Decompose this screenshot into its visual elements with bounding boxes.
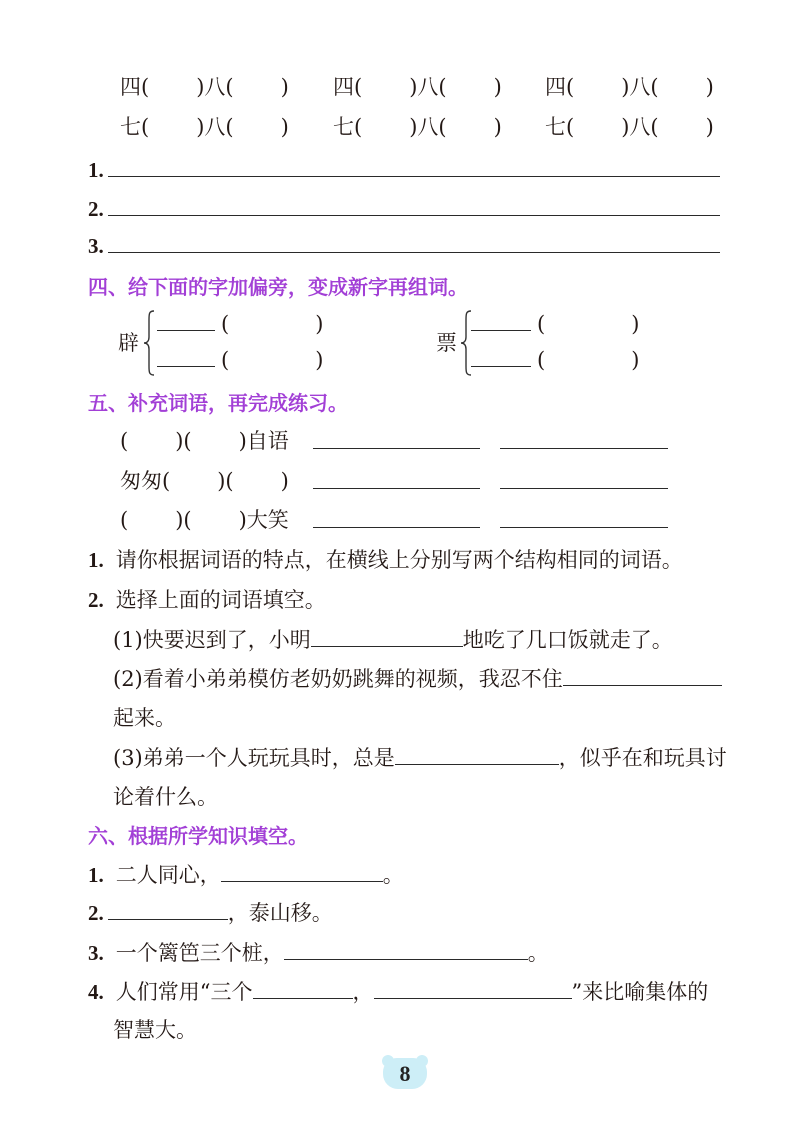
fill-sentence-2: [113, 666, 722, 692]
idiom-part: )(: [217, 469, 234, 493]
curly-brace-icon: [143, 310, 155, 376]
item-text: 。: [527, 941, 549, 965]
question-number: 3.: [88, 941, 104, 965]
base-character: 辟: [118, 331, 139, 355]
item-text: 二人同心，: [115, 863, 221, 887]
item-text: 。: [382, 863, 404, 887]
answer-blank: [108, 235, 720, 253]
idiom-part: 匆匆(: [120, 469, 171, 493]
page-number-badge: [383, 1058, 427, 1089]
idiom-part: )大笑: [238, 508, 289, 532]
cell-text: )八(: [621, 75, 659, 99]
sentence-text: 地吃了几口饭就走了。: [462, 628, 673, 652]
sentence-text: (1)快要迟到了，小明: [113, 628, 311, 652]
idiom-row: [120, 507, 289, 533]
open-paren: (: [537, 312, 546, 336]
pair-cell: [545, 74, 714, 100]
answer-line: [88, 196, 720, 222]
pair-cell: [333, 114, 502, 140]
answer-blank: [108, 198, 720, 216]
open-paren: (: [537, 348, 546, 372]
close-paren: ): [631, 312, 640, 336]
close-paren: ): [315, 312, 324, 336]
idiom-row: [120, 428, 289, 454]
question-number: 2.: [88, 588, 104, 612]
page-number: 8: [399, 1060, 411, 1086]
cell-text: )八(: [621, 115, 659, 139]
answer-blank: [253, 981, 353, 999]
close-paren: ): [631, 348, 640, 372]
cell-text: ): [280, 75, 289, 99]
question-2: [88, 587, 326, 613]
cell-text: )八(: [196, 75, 234, 99]
answer-blank: [374, 981, 572, 999]
answer-blank: [395, 747, 559, 765]
pair-cell: [545, 114, 714, 140]
sentence-text: ，似乎在和玩具讨: [558, 746, 727, 770]
idiom-part: )(: [175, 508, 192, 532]
fill-sentence-3: [113, 745, 727, 771]
cell-text: 四(: [120, 75, 150, 99]
answer-blank: [313, 510, 480, 528]
cell-text: ): [280, 115, 289, 139]
question-number: 1.: [88, 863, 104, 887]
question-text: 请你根据词语的特点，在横线上分别写两个结构相同的词语。: [115, 548, 683, 572]
sentence-continuation: 智慧大。: [113, 1018, 197, 1042]
cell-text: )八(: [409, 115, 447, 139]
fill-item-1: [88, 862, 404, 888]
cell-text: )八(: [409, 75, 447, 99]
section-heading-6: 六、根据所学知识填空。: [88, 824, 308, 848]
cell-text: 七(: [545, 115, 575, 139]
idiom-part: )(: [175, 429, 192, 453]
sentence-continuation: 论着什么。: [113, 785, 218, 809]
fill-item-2: [88, 900, 333, 926]
answer-blank: [108, 159, 720, 177]
cell-text: 四(: [333, 75, 363, 99]
item-text: ，泰山移。: [227, 901, 333, 925]
question-1: [88, 547, 683, 573]
answer-blank: [311, 629, 463, 647]
idiom-part: ): [280, 469, 289, 493]
answer-blank: [500, 471, 668, 489]
item-text: 一个篱笆三个桩，: [115, 941, 284, 965]
question-text: 选择上面的词语填空。: [115, 588, 326, 612]
sentence-text: (2)看着小弟弟模仿老奶奶跳舞的视频，我忍不住: [113, 667, 563, 691]
section-heading-4: 四、给下面的字加偏旁，变成新字再组词。: [88, 275, 468, 299]
item-text: ，: [352, 980, 374, 1004]
answer-blank: [313, 431, 480, 449]
cell-text: 四(: [545, 75, 575, 99]
answer-blank: [471, 313, 531, 331]
question-number: 1.: [88, 548, 104, 572]
sentence-text: (3)弟弟一个人玩玩具时，总是: [113, 746, 395, 770]
fill-item-3: [88, 940, 549, 966]
idiom-part: (: [120, 429, 129, 453]
answer-blank: [284, 942, 528, 960]
idiom-row: [120, 468, 289, 494]
answer-line: [88, 233, 720, 259]
close-paren: ): [315, 348, 324, 372]
pair-cell: [120, 114, 289, 140]
idiom-part: )自语: [238, 429, 289, 453]
item-text: 人们常用“三个: [115, 980, 253, 1004]
answer-blank: [157, 349, 215, 367]
cell-text: ): [493, 115, 502, 139]
sentence-continuation: 起来。: [113, 706, 176, 730]
question-number: 2.: [88, 197, 104, 221]
answer-line: [88, 157, 720, 183]
answer-blank: [500, 510, 668, 528]
word-entry: [471, 347, 639, 373]
cell-text: )八(: [196, 115, 234, 139]
open-paren: (: [221, 312, 230, 336]
pair-cell: [333, 74, 502, 100]
idiom-part: (: [120, 508, 129, 532]
section-heading-5: 五、补充词语，再完成练习。: [88, 391, 348, 415]
cell-text: ): [493, 75, 502, 99]
pair-cell: [120, 74, 289, 100]
answer-blank: [500, 431, 668, 449]
answer-blank: [108, 902, 228, 920]
question-number: 1.: [88, 158, 104, 182]
fill-item-4: [88, 979, 708, 1005]
answer-blank: [221, 864, 383, 882]
radical-group: [118, 310, 348, 376]
item-text: ”来比喻集体的: [571, 980, 709, 1004]
word-entry: [471, 311, 639, 337]
cell-text: 七(: [333, 115, 363, 139]
question-number: 4.: [88, 980, 104, 1004]
open-paren: (: [221, 348, 230, 372]
base-character: 票: [436, 331, 457, 355]
word-entry: [157, 311, 323, 337]
word-entry: [157, 347, 323, 373]
question-number: 3.: [88, 234, 104, 258]
answer-blank: [563, 668, 722, 686]
answer-blank: [471, 349, 531, 367]
cell-text: ): [705, 75, 714, 99]
answer-blank: [313, 471, 480, 489]
cell-text: ): [705, 115, 714, 139]
fill-sentence-1: [113, 627, 673, 653]
cell-text: 七(: [120, 115, 150, 139]
radical-group: [436, 310, 666, 376]
answer-blank: [157, 313, 215, 331]
question-number: 2.: [88, 901, 104, 925]
